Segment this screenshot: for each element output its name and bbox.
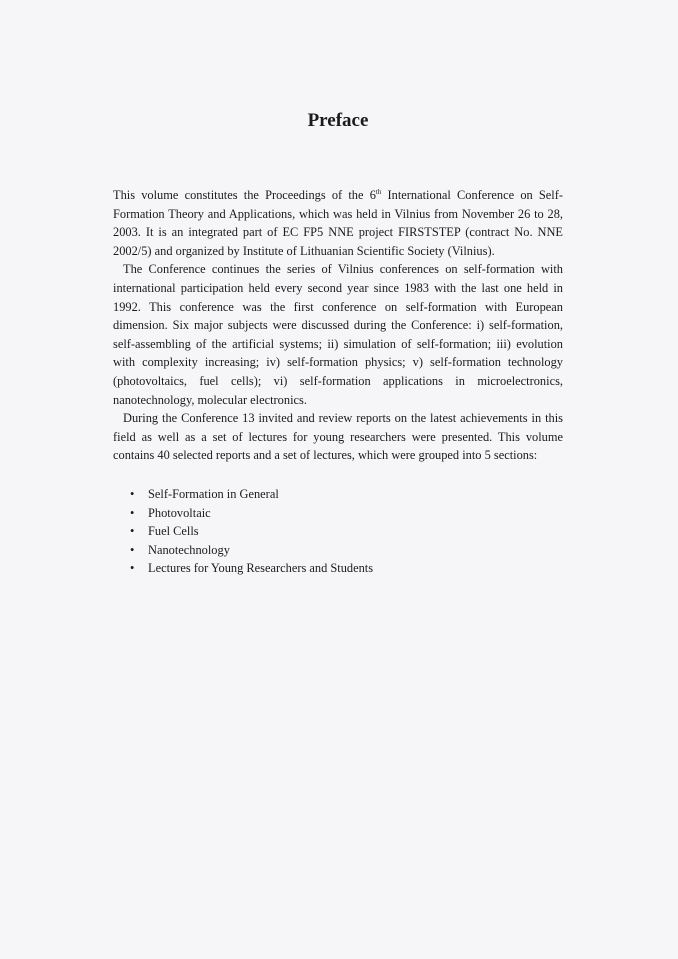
sections-list: [113, 485, 563, 578]
list-item: [130, 504, 563, 523]
sections-paragraph: During the Conference 13 invited and review reports on the latest achievements in this field as well as a set of lectures for young researchers were presented. This volume contains 40 selected reports and a set of lectures, which were grouped into 5 sections:: [113, 411, 563, 463]
preface-content: [113, 108, 563, 578]
list-item: [130, 522, 563, 541]
intro-text-end: International Conference on Self-Formation Theory and Applications, which was held in Vilnius from November 26 to 28, 2003. It is an integrated part of EC FP5 NNE project FIRSTSTEP (contract No. NNE 2002/5) and organized by Institute of Lithuanian Scientific Society (Vilnius).: [113, 188, 563, 258]
bullet-icon: •: [130, 505, 135, 520]
bullet-icon: •: [130, 486, 135, 501]
conference-paragraph: The Conference continues the series of Vilnius conferences on self-formation with international participation held every second year since 1983 with the last one held in 1992. This conference was the first conference on self-formation with European dimension. Six major subjects were discussed during the Conference: i) self-formation, self-assembling of the artificial systems; ii) simulation of self-formation; iii) evolution with complexity increasing; iv) self-formation physics; v) self-formation technology (photovoltaics, fuel cells); vi) self-formation applications in microelectronics, nanotechnology, molecular electronics.: [113, 262, 563, 407]
bullet-icon: •: [130, 524, 135, 539]
list-item-label: Lectures for Young Researchers and Students: [148, 561, 374, 576]
bullet-icon: •: [130, 542, 135, 557]
list-item-label: Self-Formation in General: [148, 486, 279, 501]
ordinal-suffix: th: [375, 187, 382, 196]
intro-text-start: This volume constitutes the Proceedings of the 6: [113, 188, 376, 202]
intro-paragraph: [113, 186, 563, 260]
list-item: [130, 485, 563, 504]
list-item: [130, 559, 563, 578]
list-item-label: Nanotechnology: [148, 542, 230, 557]
page-title: Preface: [307, 110, 369, 131]
list-item-label: Photovoltaic: [148, 505, 211, 520]
list-item: [130, 541, 563, 560]
list-item-label: Fuel Cells: [148, 524, 199, 539]
bullet-icon: •: [130, 561, 135, 576]
